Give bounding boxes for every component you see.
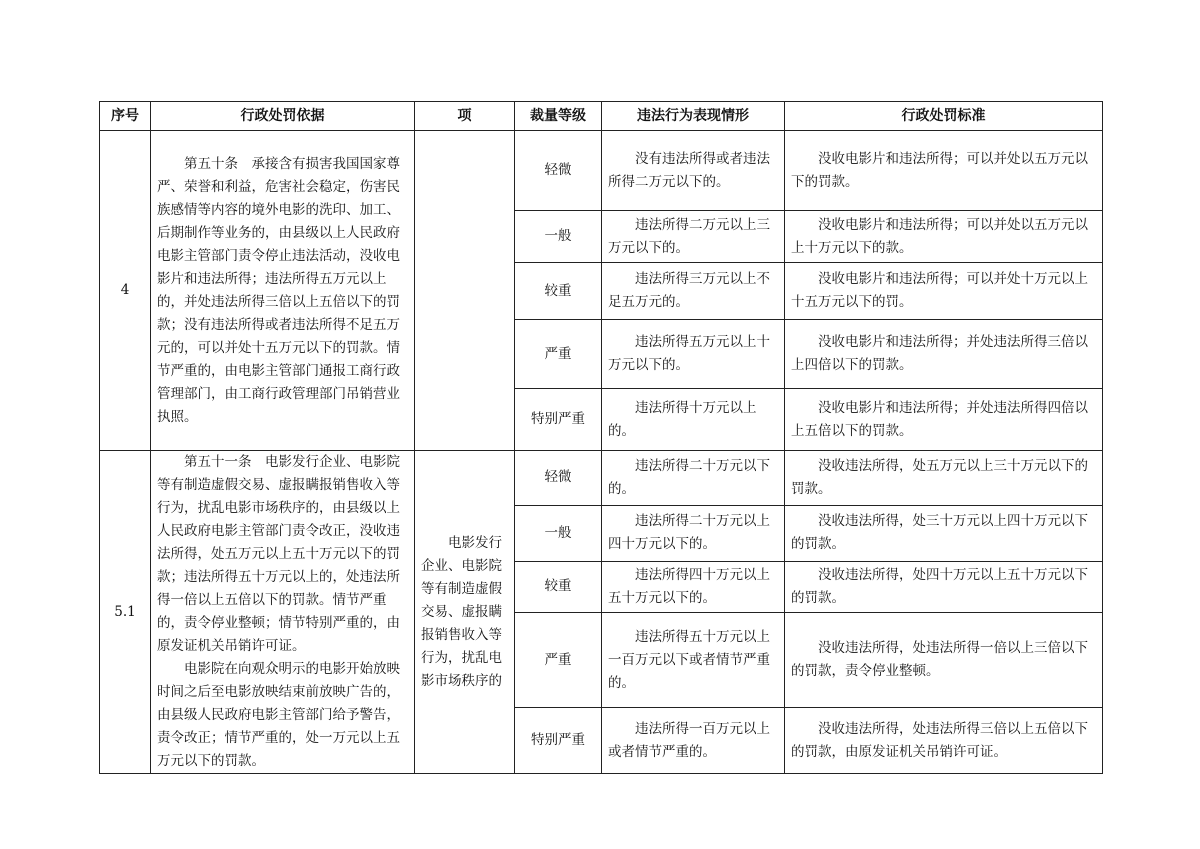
situation-cell: 没有违法所得或者违法所得二万元以下的。 [602, 131, 785, 211]
standard-cell: 没收电影片和违法所得；可以并处以五万元以下的罚款。 [785, 131, 1103, 211]
standard-cell: 没收电影片和违法所得；并处违法所得三倍以上四倍以下的罚款。 [785, 320, 1103, 389]
situation-cell: 违法所得三万元以上不足五万元的。 [602, 263, 785, 320]
level-cell: 轻微 [515, 131, 602, 211]
situation-cell: 违法所得五万元以上十万元以下的。 [602, 320, 785, 389]
header-seq: 序号 [100, 102, 151, 131]
header-basis: 行政处罚依据 [151, 102, 415, 131]
standard-cell: 没收电影片和违法所得；可以并处以五万元以上十万元以下的款。 [785, 211, 1103, 263]
situation-cell: 违法所得十万元以上的。 [602, 389, 785, 451]
situation-cell: 违法所得二万元以上三万元以下的。 [602, 211, 785, 263]
header-standard: 行政处罚标准 [785, 102, 1103, 131]
header-row [100, 102, 1103, 131]
table-row [100, 131, 1103, 211]
standard-cell: 没收违法所得，处五万元以上三十万元以下的罚款。 [785, 451, 1103, 506]
item-cell: 电影发行企业、电影院等有制造虚假交易、虚报瞒报销售收入等行为，扰乱电影市场秩序的 [415, 451, 515, 774]
basis-paragraph: 第五十一条 电影发行企业、电影院等有制造虚假交易、虚报瞒报销售收入等行为，扰乱电影市场秩序的，由县级以上人民政府电影主管部门责令改正，没收违法所得，处五万元以上五十万元以下的罚款；违法所得五十万元以上的，处违法所得一倍以上五倍以下的罚款。情节严重的，责令停业整顿；情节特别严重的，由原发证机关吊销许可证。 [157, 454, 400, 654]
table-row [100, 451, 1103, 506]
situation-cell: 违法所得五十万元以上一百万元以下或者情节严重的。 [602, 613, 785, 708]
level-cell: 较重 [515, 561, 602, 612]
situation-cell: 违法所得一百万元以上或者情节严重的。 [602, 708, 785, 774]
penalty-table [99, 101, 1103, 774]
standard-cell: 没收电影片和违法所得；可以并处十万元以上十五万元以下的罚。 [785, 263, 1103, 320]
basis-paragraph: 电影院在向观众明示的电影开始放映时间之后至电影放映结束前放映广告的，由县级人民政府电影主管部门给予警告，责令改正；情节严重的，处一万元以上五万元以下的罚款。 [157, 661, 400, 769]
basis-cell [151, 451, 415, 774]
standard-cell: 没收违法所得，处违法所得一倍以上三倍以下的罚款，责令停业整顿。 [785, 613, 1103, 708]
item-cell [415, 131, 515, 451]
standard-cell: 没收电影片和违法所得；并处违法所得四倍以上五倍以下的罚款。 [785, 389, 1103, 451]
situation-cell: 违法所得二十万元以上四十万元以下的。 [602, 505, 785, 561]
header-level: 裁量等级 [515, 102, 602, 131]
seq-cell: 4 [100, 131, 151, 451]
standard-cell: 没收违法所得，处违法所得三倍以上五倍以下的罚款，由原发证机关吊销许可证。 [785, 708, 1103, 774]
situation-cell: 违法所得二十万元以下的。 [602, 451, 785, 506]
level-cell: 一般 [515, 505, 602, 561]
standard-cell: 没收违法所得，处三十万元以上四十万元以下的罚款。 [785, 505, 1103, 561]
header-situation: 违法行为表现情形 [602, 102, 785, 131]
level-cell: 较重 [515, 263, 602, 320]
level-cell: 严重 [515, 320, 602, 389]
level-cell: 严重 [515, 613, 602, 708]
level-cell: 轻微 [515, 451, 602, 506]
seq-cell: 5.1 [100, 451, 151, 774]
basis-paragraph: 第五十条 承接含有损害我国国家尊严、荣誉和利益，危害社会稳定，伤害民族感情等内容的境外电影的洗印、加工、后期制作等业务的，由县级以上人民政府电影主管部门责令停止违法活动，没收电影片和违法所得；违法所得五万元以上的，并处违法所得三倍以上五倍以下的罚款；没有违法所得或者违法所得不足五万元的，可以并处十五万元以下的罚款。情节严重的，由电影主管部门通报工商行政管理部门，由工商行政管理部门吊销营业执照。 [157, 155, 400, 425]
situation-cell: 违法所得四十万元以上五十万元以下的。 [602, 561, 785, 612]
header-item: 项 [415, 102, 515, 131]
basis-cell [151, 131, 415, 451]
level-cell: 特别严重 [515, 708, 602, 774]
level-cell: 特别严重 [515, 389, 602, 451]
standard-cell: 没收违法所得，处四十万元以上五十万元以下的罚款。 [785, 561, 1103, 612]
level-cell: 一般 [515, 211, 602, 263]
